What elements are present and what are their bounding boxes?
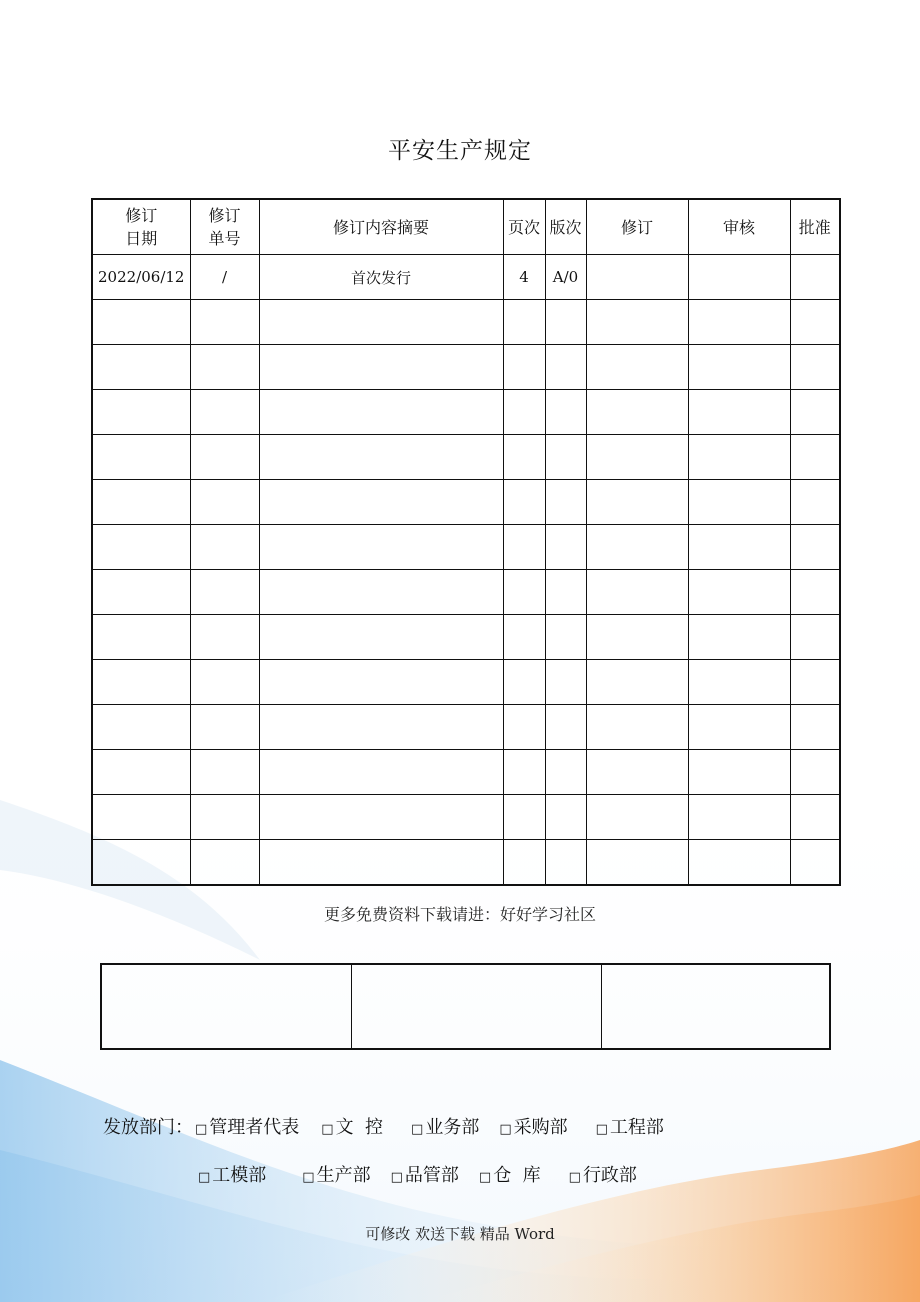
table-cell — [259, 660, 503, 705]
revision-table — [91, 198, 841, 886]
table-cell — [586, 570, 688, 615]
table-cell — [503, 480, 545, 525]
table-cell — [545, 435, 586, 480]
table-cell — [92, 615, 190, 660]
table-cell — [503, 615, 545, 660]
checkbox-icon[interactable]: □ — [198, 1170, 211, 1185]
table-header-cell: 审核 — [688, 199, 790, 255]
table-cell — [790, 300, 840, 345]
table-cell — [92, 300, 190, 345]
table-cell — [586, 660, 688, 705]
table-cell — [688, 570, 790, 615]
table-cell — [190, 795, 259, 840]
table-cell — [259, 300, 503, 345]
table-cell — [790, 390, 840, 435]
table-row — [92, 525, 840, 570]
table-cell — [92, 570, 190, 615]
table-row — [92, 345, 840, 390]
table-cell: A/0 — [545, 255, 586, 300]
table-cell — [790, 795, 840, 840]
checkbox-label: 品管部 — [404, 1165, 459, 1186]
table-cell — [503, 390, 545, 435]
table-cell — [259, 750, 503, 795]
table-cell — [586, 345, 688, 390]
table-cell — [545, 795, 586, 840]
table-cell — [688, 525, 790, 570]
distribution-row-2 — [198, 1161, 637, 1187]
table-cell — [688, 300, 790, 345]
table-header-cell: 修订 — [586, 199, 688, 255]
table-row — [92, 615, 840, 660]
table-cell — [92, 795, 190, 840]
table-row — [92, 840, 840, 886]
table-cell — [190, 300, 259, 345]
checkbox-icon[interactable]: □ — [499, 1122, 512, 1137]
table-cell — [790, 750, 840, 795]
table-cell — [190, 525, 259, 570]
table-cell — [190, 660, 259, 705]
table-cell — [688, 390, 790, 435]
table-cell — [586, 750, 688, 795]
checkbox-label: 文 控 — [335, 1117, 384, 1138]
table-cell — [688, 705, 790, 750]
page-footer: 可修改 欢送下载 精品 Word — [365, 1225, 555, 1243]
table-row — [92, 480, 840, 525]
table-cell — [688, 750, 790, 795]
checkbox-label: 采购部 — [513, 1117, 568, 1138]
table-cell — [259, 840, 503, 886]
table-row — [92, 390, 840, 435]
table-row — [92, 795, 840, 840]
distribution-row-1 — [103, 1113, 664, 1139]
table-cell — [790, 255, 840, 300]
table-cell — [190, 480, 259, 525]
table-cell — [586, 840, 688, 886]
table-cell — [586, 525, 688, 570]
checkbox-icon[interactable]: □ — [321, 1122, 334, 1137]
table-cell — [545, 570, 586, 615]
table-cell — [790, 615, 840, 660]
table-row — [92, 435, 840, 480]
table-cell — [259, 705, 503, 750]
table-cell — [586, 390, 688, 435]
table-cell — [586, 705, 688, 750]
table-cell — [688, 255, 790, 300]
table-header-cell: 版次 — [545, 199, 586, 255]
table-header-row — [92, 199, 840, 255]
table-cell — [503, 435, 545, 480]
table-cell: / — [190, 255, 259, 300]
table-cell — [688, 435, 790, 480]
distribution-checkbox-item[interactable] — [198, 1161, 266, 1187]
table-cell — [92, 840, 190, 886]
table-cell — [545, 345, 586, 390]
table-row — [92, 660, 840, 705]
table-cell — [190, 750, 259, 795]
table-cell — [503, 705, 545, 750]
table-cell — [790, 435, 840, 480]
table-cell — [92, 435, 190, 480]
table-header-cell: 批准 — [790, 199, 840, 255]
checkbox-icon[interactable]: □ — [568, 1170, 581, 1185]
table-cell — [190, 705, 259, 750]
checkbox-label: 仓 库 — [493, 1165, 541, 1186]
table-cell — [790, 525, 840, 570]
checkbox-icon[interactable]: □ — [478, 1170, 492, 1185]
table-row — [92, 300, 840, 345]
table-cell — [503, 345, 545, 390]
checkbox-icon[interactable]: □ — [390, 1170, 403, 1185]
table-header-cell: 页次 — [503, 199, 545, 255]
table-cell: 4 — [503, 255, 545, 300]
table-header-cell: 修订内容摘要 — [259, 199, 503, 255]
checkbox-label: 生产部 — [316, 1165, 371, 1186]
table-cell — [259, 390, 503, 435]
table-cell — [92, 525, 190, 570]
distribution-checkbox-item[interactable] — [479, 1161, 541, 1187]
table-cell — [259, 570, 503, 615]
checkbox-label: 工程部 — [609, 1117, 664, 1138]
table-cell — [545, 660, 586, 705]
table-cell — [688, 480, 790, 525]
table-cell — [92, 705, 190, 750]
checkbox-label: 管理者代表 — [209, 1117, 300, 1138]
table-cell — [545, 300, 586, 345]
checkbox-icon[interactable]: □ — [302, 1170, 315, 1185]
table-cell — [688, 840, 790, 886]
table-cell — [92, 345, 190, 390]
table-cell — [545, 705, 586, 750]
table-cell — [545, 840, 586, 886]
signature-cell — [101, 964, 352, 1049]
table-row — [92, 750, 840, 795]
checkbox-icon[interactable]: □ — [411, 1122, 424, 1137]
table-cell — [586, 615, 688, 660]
table-cell — [503, 795, 545, 840]
table-row — [92, 255, 840, 300]
distribution-checkbox-item[interactable] — [499, 1113, 567, 1139]
table-cell — [503, 300, 545, 345]
table-cell — [92, 750, 190, 795]
distribution-checkbox-item[interactable] — [321, 1113, 383, 1139]
signature-box — [100, 963, 831, 1050]
table-cell — [545, 480, 586, 525]
table-header-cell: 修订 单号 — [190, 199, 259, 255]
table-cell — [688, 345, 790, 390]
distribution-checkbox-item[interactable] — [302, 1161, 370, 1187]
table-header-cell: 修订 日期 — [92, 199, 190, 255]
table-cell — [790, 480, 840, 525]
download-note: 更多免费资料下载请进：好好学习社区 — [323, 905, 596, 924]
table-cell — [190, 615, 259, 660]
signature-cell — [352, 964, 602, 1049]
distribution-checkbox-item[interactable] — [596, 1113, 664, 1139]
checkbox-label: 行政部 — [582, 1165, 637, 1186]
table-cell — [190, 345, 259, 390]
table-cell — [586, 255, 688, 300]
table-cell — [503, 660, 545, 705]
table-cell — [259, 435, 503, 480]
distribution-checkbox-item[interactable] — [569, 1161, 637, 1187]
table-row — [92, 570, 840, 615]
table-cell — [259, 525, 503, 570]
document-title: 平安生产规定 — [388, 138, 532, 164]
table-cell — [259, 345, 503, 390]
distribution-checkbox-item[interactable] — [411, 1113, 479, 1139]
distribution-checkbox-item[interactable] — [391, 1161, 459, 1187]
table-cell — [790, 345, 840, 390]
table-cell — [503, 750, 545, 795]
distribution-checkbox-item[interactable] — [195, 1113, 299, 1139]
table-cell: 首次发行 — [259, 255, 503, 300]
table-cell — [586, 435, 688, 480]
table-cell — [545, 615, 586, 660]
table-cell — [259, 480, 503, 525]
table-cell — [92, 390, 190, 435]
checkbox-icon[interactable]: □ — [595, 1122, 608, 1137]
table-cell — [92, 660, 190, 705]
table-cell — [688, 660, 790, 705]
checkbox-label: 业务部 — [425, 1117, 480, 1138]
checkbox-label: 工模部 — [212, 1165, 267, 1186]
table-cell — [190, 570, 259, 615]
table-cell — [190, 390, 259, 435]
table-cell — [503, 840, 545, 886]
table-cell — [503, 525, 545, 570]
table-cell — [92, 480, 190, 525]
table-cell — [503, 570, 545, 615]
table-cell — [259, 615, 503, 660]
table-cell — [790, 570, 840, 615]
checkbox-icon[interactable]: □ — [195, 1122, 208, 1137]
table-cell — [688, 795, 790, 840]
table-cell — [790, 840, 840, 886]
table-cell — [586, 480, 688, 525]
table-cell — [190, 840, 259, 886]
table-cell — [586, 300, 688, 345]
distribution-label: 发放部门： — [103, 1117, 193, 1138]
table-cell — [190, 435, 259, 480]
table-row — [92, 705, 840, 750]
table-cell — [259, 795, 503, 840]
table-cell — [586, 795, 688, 840]
table-cell — [790, 705, 840, 750]
table-cell — [790, 660, 840, 705]
table-cell — [545, 525, 586, 570]
table-cell — [545, 390, 586, 435]
table-cell: 2022/06/12 — [92, 255, 190, 300]
signature-cell — [602, 964, 831, 1049]
table-cell — [545, 750, 586, 795]
table-cell — [688, 615, 790, 660]
